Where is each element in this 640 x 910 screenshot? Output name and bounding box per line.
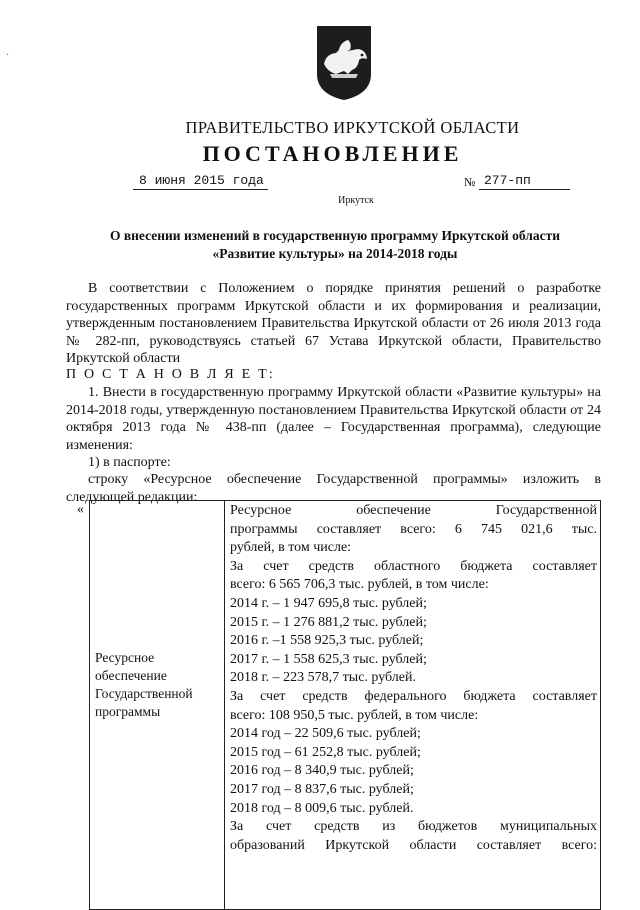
decree-word: П О С Т А Н О В Л Я Е Т: (66, 367, 275, 382)
row-label: Ресурсное обеспечение Государственной программы (95, 650, 193, 719)
coat-of-arms-icon (314, 24, 374, 102)
value-line: 2016 год – 8 340,9 тыс. рублей; (230, 763, 414, 779)
heading-line: «Развитие культуры» на 2014-2018 годы (212, 246, 458, 261)
opening-quote: « (77, 502, 84, 517)
value-line: За счет средств из бюджетов муниципальных (230, 819, 597, 835)
document-number: 277-пп (479, 173, 570, 190)
label-cell (90, 501, 225, 910)
value-line: 2015 год – 61 252,8 тыс. рублей; (230, 744, 421, 760)
value-line: За счет средств федерального бюджета составляет (230, 688, 597, 704)
table-row (90, 501, 601, 910)
city-label: Иркутск (338, 195, 374, 206)
value-line: За счет средств областного бюджета составляет (230, 558, 597, 574)
scan-artifact: · (6, 50, 10, 61)
heading-line: О внесении изменений в государственную программу Иркутской области (109, 228, 561, 243)
value-line: 2017 г. – 1 558 625,3 тыс. рублей; (230, 651, 427, 667)
item-1-paragraph: 1. Внести в государственную программу Иркутской области «Развитие культуры» на 2014-2018 годы, утвержденную постановлением Правительства Иркутской области от 24 октября 2013 года № 438-пп (далее – Государственная программа), следующие изменения: (66, 385, 601, 453)
value-line: 2014 г. – 1 947 695,8 тыс. рублей; (230, 595, 427, 611)
value-line: 2016 г. –1 558 925,3 тыс. рублей; (230, 633, 424, 649)
value-line: 2018 г. – 223 578,7 тыс. рублей. (230, 670, 416, 686)
passport-table (89, 500, 601, 910)
value-line: программы составляет всего: 6 745 021,6 тыс. (230, 521, 597, 537)
value-line: 2014 год – 22 509,6 тыс. рублей; (230, 726, 421, 742)
document-type: ПОСТАНОВЛЕНИЕ (202, 141, 463, 166)
value-line: Ресурсное обеспечение Государственной (230, 503, 597, 518)
document-heading (40, 227, 630, 263)
value-line: 2018 год – 8 009,6 тыс. рублей. (230, 800, 414, 816)
value-line: всего: 6 565 706,3 тыс. рублей, в том числе: (230, 577, 489, 593)
value-line: 2015 г. – 1 276 881,2 тыс. рублей; (230, 614, 427, 630)
value-line: рублей, в том числе: (230, 540, 352, 556)
value-line: 2017 год – 8 837,6 тыс. рублей; (230, 781, 414, 797)
organization-title: ПРАВИТЕЛЬСТВО ИРКУТСКОЙ ОБЛАСТИ (185, 118, 520, 137)
number-sign: № (464, 175, 476, 189)
value-line: образований Иркутской области составляет всего: (230, 837, 597, 853)
value-cell (225, 501, 601, 910)
document-date: 8 июня 2015 года (133, 173, 268, 190)
subitem-1-paragraph: 1) в паспорте: (88, 455, 171, 470)
instruction-paragraph: строку «Ресурсное обеспечение Государственной программы» изложить в следующей редакции: (66, 472, 601, 505)
value-line: всего: 108 950,5 тыс. рублей, в том числе: (230, 707, 479, 723)
preamble-paragraph: В соответствии с Положением о порядке принятия решений о разработке государственных программ Иркутской области и их формирования и реализации, утвержденным постановлением Правительства Иркутской области от 26 июля 2013 года № 282-пп, руководствуясь статьей 67 Устава Иркутской области, Правительство Иркутской области (66, 281, 601, 366)
